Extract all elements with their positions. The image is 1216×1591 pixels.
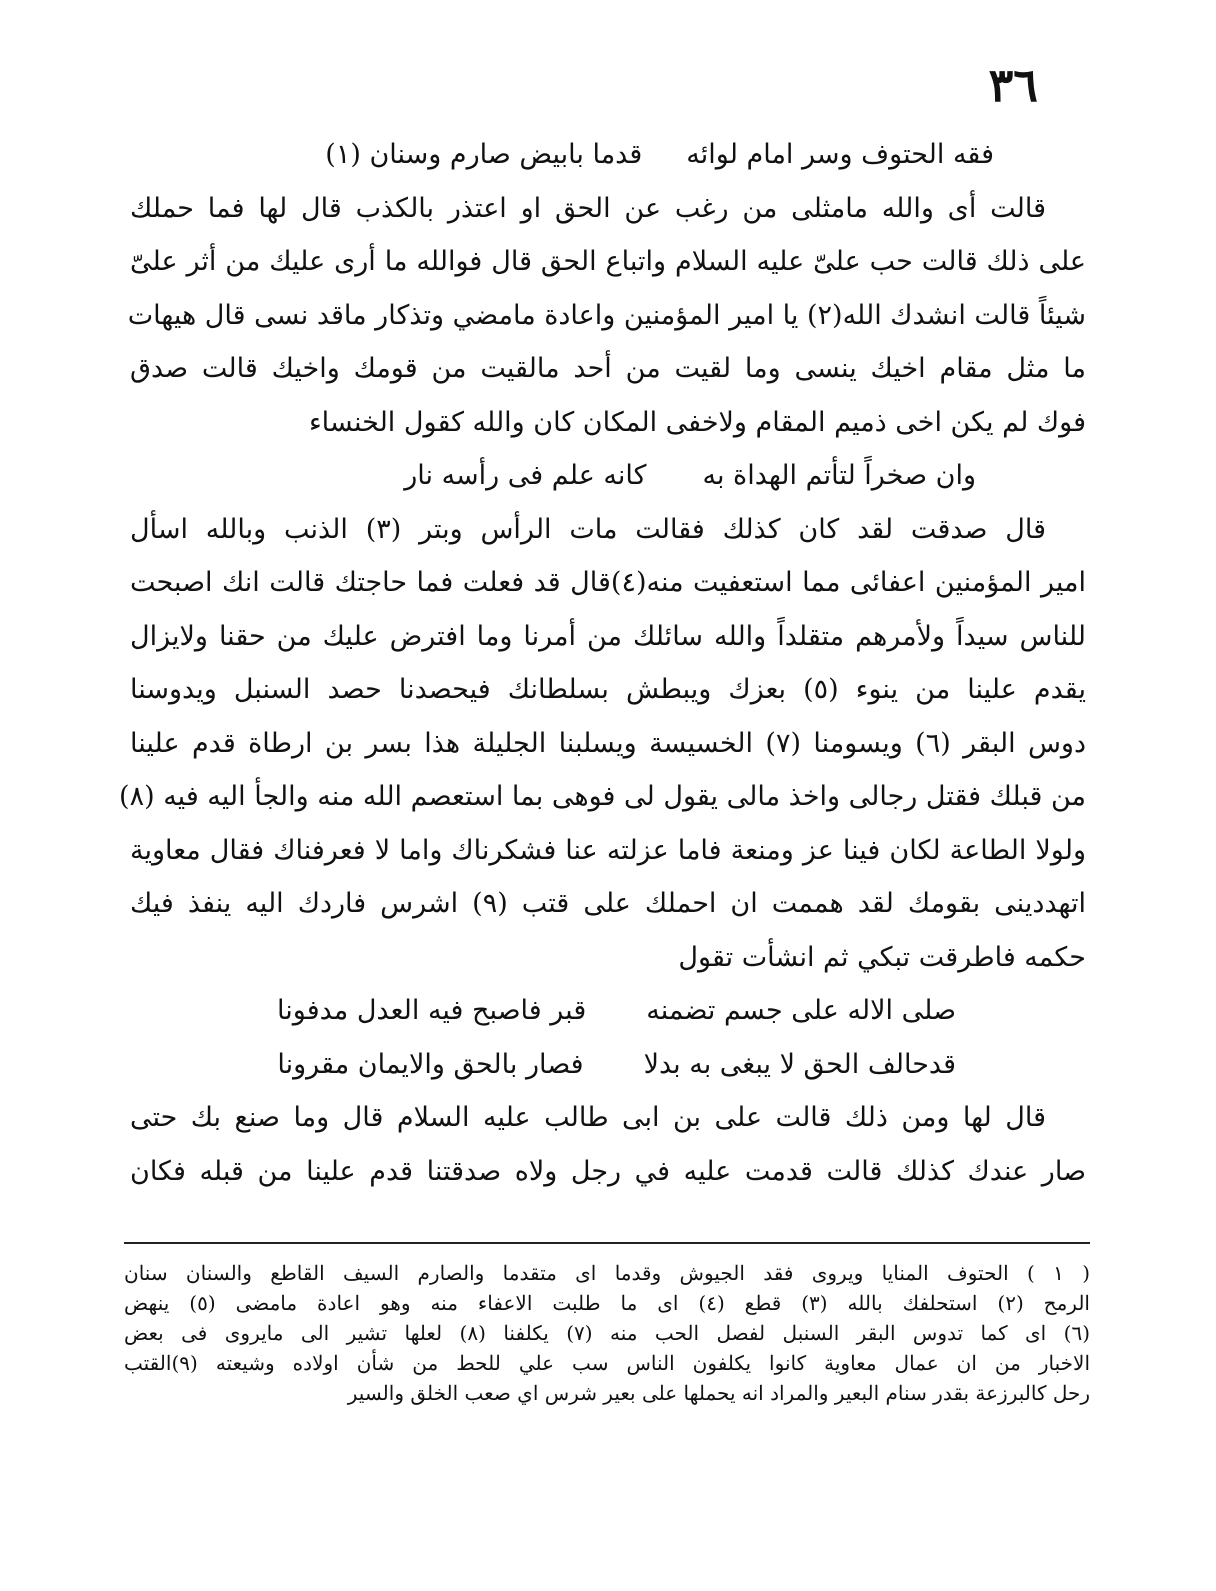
verse-hemistich: كانه علم فى رأسه نار — [404, 460, 647, 491]
page-number: ٣٦ — [988, 58, 1038, 112]
text-line: قال لها ومن ذلك قالت على بن ابى طالب عليه السلام قال وما صنع بك حتى — [130, 1102, 1046, 1133]
text-line: حكمه فاطرقت تبكي ثم انشأت تقول — [678, 941, 1086, 973]
text-line: قال صدقت لقد كان كذلك فقالت مات الرأس وبتر (٣) الذنب وبالله اسأل — [130, 513, 1046, 545]
footnote-line: الرمح (٢) استحلفك بالله (٣) قطع (٤) اى ما طلبت الاعفاء منه وهو اعادة مامضى (٥) ينهض — [124, 1291, 1090, 1315]
text-line: صار عندك كذلك قالت قدمت عليه في رجل ولاه صدقتنا قدم علينا من قبله فكان — [130, 1155, 1086, 1187]
text-line: من قبلك فقتل رجالى واخذ مالى يقول لى فوهى بما استعصم الله منه والجأ اليه فيه (٨) — [119, 781, 1086, 812]
text-line: امير المؤمنين اعفائى مما استعفيت منه(٤)قال قد فعلت فما حاجتك قالت انك اصبحت — [130, 567, 1086, 598]
verse-hemistich: صلى الاله على جسم تضمنه — [646, 995, 956, 1026]
footnote-line: (٦) اى كما تدوس البقر السنبل لفصل الحب منه (٧) يكلفنا (٨) لعلها تشير الى مايروى فى بعض — [124, 1321, 1090, 1345]
verse-hemistich: قبر فاصبح فيه العدل مدفونا — [277, 995, 587, 1026]
elegy-verses — [130, 984, 1086, 1091]
opening-verse — [130, 128, 1086, 182]
verse-hemistich: فصار بالحق والايمان مقرونا — [277, 1048, 584, 1080]
verse-line — [130, 984, 1086, 1038]
text-line: للناس سيداً ولأمرهم متقلداً والله سائلك من أمرنا وما افترض عليك من حقنا ولايزال — [130, 620, 1086, 652]
main-text — [119, 128, 1087, 1198]
text-line: ما مثل مقام اخيك ينسى وما لقيت من أحد مالقيت من قومك واخيك قالت صدق — [130, 353, 1086, 384]
verse-hemistich: قدحالف الحق لا يبغى به بدلا — [643, 1048, 956, 1080]
paragraph-1 — [127, 182, 1086, 450]
text-line: فوك لم يكن اخى ذميم المقام ولاخفى المكان كان والله كقول الخنساء — [308, 406, 1086, 438]
khansa-verse — [130, 449, 1086, 503]
footnote-line: ( ١ ) الحتوف المنايا ويروى فقد الجيوش وقدما اى متقدما والصارم السيف القاطع والسنان سنان — [124, 1261, 1090, 1285]
text-line: شيئاً قالت انشدك الله(٢) يا امير المؤمنين واعادة مامضي وتذكار ماقد نسى قال هيهات — [127, 299, 1086, 331]
text-line: يقدم علينا من ينوء (٥) بعزك ويبطش بسلطانك فيحصدنا حصد السنبل ويدوسنا — [130, 674, 1086, 705]
text-line: دوس البقر (٦) ويسومنا (٧) الخسيسة ويسلبنا الجليلة هذا بسر بن ارطاة قدم علينا — [130, 727, 1086, 759]
verse-hemistich: فقه الحتوف وسر امام لوائه — [686, 139, 994, 170]
paragraph-2 — [119, 503, 1087, 985]
text-line: قالت أى والله مامثلى من رغب عن الحق او اعتذر بالكذب قال لها فما حملك — [130, 192, 1046, 224]
text-line: اتهددينى بقومك لقد هممت ان احملك على قتب (٩) اشرس فاردك اليه ينفذ فيك — [130, 888, 1087, 919]
footnote-line: رحل كالبرزعة بقدر سنام البعير والمراد انه يحملها على بعير شرس اي صعب الخلق والسير — [347, 1381, 1090, 1405]
text-line: ولولا الطاعة لكان فينا عز ومنعة فاما عزلته عنا فشكرناك واما لا فعرفناك فقال معاوية — [130, 834, 1086, 866]
footnotes — [124, 1258, 1090, 1408]
verse-line — [130, 1038, 1086, 1092]
verse-hemistich: قدما بابيض صارم وسنان (١) — [325, 139, 643, 170]
paragraph-3 — [130, 1091, 1086, 1198]
verse-hemistich: وان صخراً لتأتم الهداة به — [702, 460, 976, 491]
footnote-divider — [124, 1242, 1090, 1244]
footnote-line: الاخبار من ان عمال معاوية كانوا يكلفون الناس سب علي للحط من شأن اولاده وشيعته (٩)القتب — [124, 1351, 1090, 1375]
text-line: على ذلك قالت حب علىّ عليه السلام واتباع الحق قال فوالله ما أرى عليك من أثر علىّ — [130, 246, 1086, 277]
